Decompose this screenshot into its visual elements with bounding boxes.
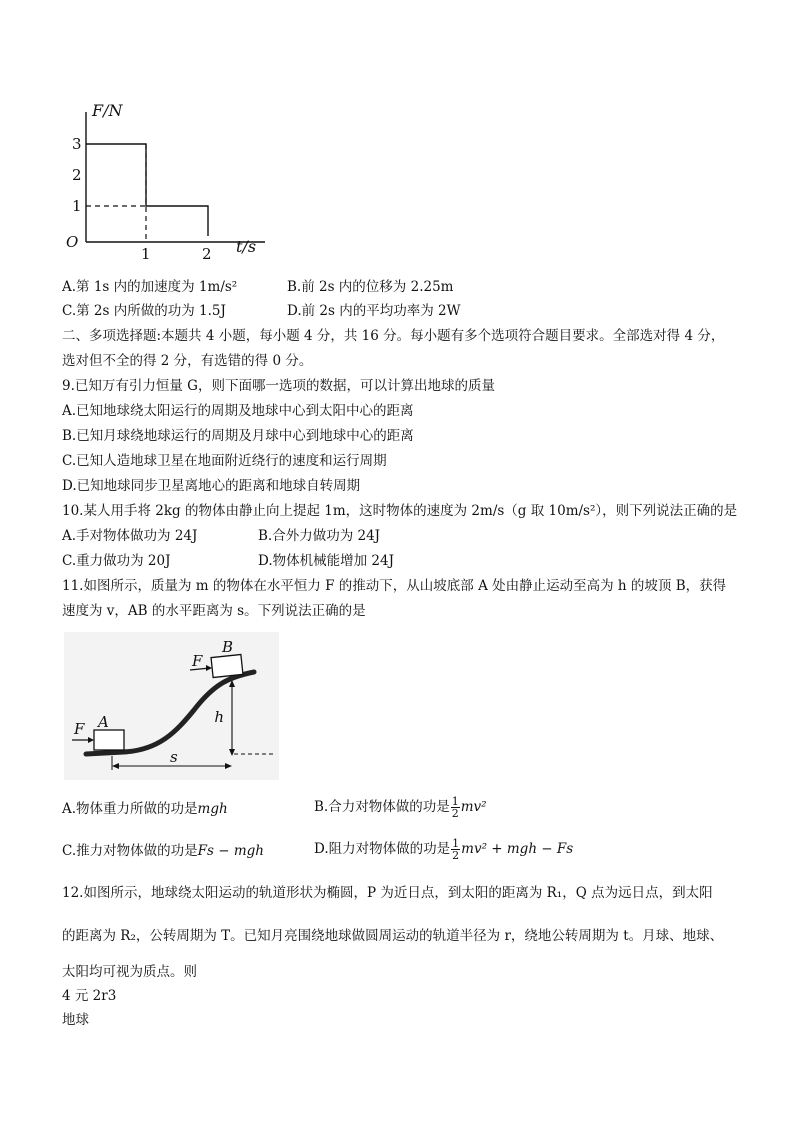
q11-option-d-formula: mv² + mgh − Fs: [461, 840, 574, 857]
y-axis-label: F/N: [92, 101, 123, 120]
q11-option-d-fraction: $\frac{1}{2}$: [452, 837, 460, 862]
q8-option-c: C.第 2s 内所做的功为 1.5J: [62, 303, 226, 319]
section2-instructions-line2: 选对但不全的得 2 分，有选错的得 0 分。: [62, 353, 313, 369]
y-tick-1: 1: [72, 197, 82, 215]
x-tick-1: 1: [141, 245, 151, 263]
q12-line2: 的距离为 R₂，公转周期为 T。已知月亮围绕地球做圆周运动的轨道半径为 r，绕地公转周期为 t。月球、地球、: [62, 928, 724, 944]
q8-option-b: B.前 2s 内的位移为 2.25m: [287, 279, 454, 295]
q11-option-c: C.推力对物体做的功是Fs − mgh: [62, 843, 264, 859]
q10-option-a: A.手对物体做功为 24J: [62, 528, 198, 544]
q11-option-d: D.阻力对物体做的功是 $\frac{1}{2}$ mv² + mgh − Fs: [314, 837, 574, 862]
x-axis-label: t/s: [236, 237, 257, 256]
q10-option-c: C.重力做功为 20J: [62, 553, 171, 569]
q12-line5: 地球: [62, 1012, 89, 1028]
q11-stem-line1: 11.如图所示，质量为 m 的物体在水平恒力 F 的推动下，从山坡底部 A 处由静止运动至高为 h 的坡顶 B，获得: [62, 578, 727, 594]
q8-option-d: D.前 2s 内的平均功率为 2W: [287, 303, 461, 319]
q12-line4: 4 元 2r3: [62, 988, 117, 1004]
q12-line1: 12.如图所示，地球绕太阳运动的轨道形状为椭圆，P 为近日点，到太阳的距离为 R₁，Q 点为远日点，到太阳: [62, 885, 713, 901]
x-tick-2: 2: [202, 245, 212, 263]
q9-option-c: C.已知人造地球卫星在地面附近绕行的速度和运行周期: [62, 453, 387, 469]
q11-option-b-formula: mv²: [460, 798, 487, 815]
q9-stem: 9.已知万有引力恒量 G，则下面哪一选项的数据，可以计算出地球的质量: [62, 378, 495, 394]
q11-option-b-fraction: $\frac{1}{2}$: [451, 795, 459, 820]
q11-stem-line2: 速度为 v，AB 的水平距离为 s。下列说法正确的是: [62, 603, 366, 619]
q9-option-d: D.已知地球同步卫星离地心的距离和地球自转周期: [62, 478, 361, 494]
q12-line3: 太阳均可视为质点。则: [62, 964, 197, 980]
block-b: [211, 654, 243, 677]
label-f-b: F: [192, 652, 203, 670]
label-f-a: F: [74, 720, 85, 738]
q11-option-a-formula: mgh: [197, 801, 228, 817]
q9-option-a: A.已知地球绕太阳运行的周期及地球中心到太阳中心的距离: [62, 403, 414, 419]
force-time-graph: [60, 96, 290, 266]
y-tick-3: 3: [72, 135, 82, 153]
q11-option-a: A.物体重力所做的功是mgh: [62, 801, 228, 817]
block-a: [94, 730, 124, 750]
section2-instructions-line1: 二、多项选择题:本题共 4 小题，每小题 4 分，共 16 分。每小题有多个选项符合题目要求。全部选对得 4 分，: [62, 328, 725, 344]
q10-option-b: B.合外力做功为 24J: [258, 528, 381, 544]
q10-option-d: D.物体机械能增加 24J: [258, 553, 395, 569]
q8-option-a: A.第 1s 内的加速度为 1m/s²: [62, 279, 238, 295]
slope-figure: [64, 632, 279, 780]
y-tick-2: 2: [72, 166, 82, 184]
label-h: h: [214, 708, 224, 726]
q9-option-b: B.已知月球绕地球运行的周期及月球中心到地球中心的距离: [62, 428, 414, 444]
q11-option-b: B.合力对物体做的功是 $\frac{1}{2}$ mv²: [314, 795, 487, 820]
label-a: A: [98, 713, 109, 731]
label-s: s: [170, 748, 178, 766]
label-b: B: [222, 638, 234, 656]
q10-stem: 10.某人用手将 2kg 的物体由静止向上提起 1m，这时物体的速度为 2m/s（g 取 10m/s²），则下列说法正确的是: [62, 503, 738, 519]
force-curve: [86, 144, 208, 236]
q11-option-c-formula: Fs − mgh: [197, 843, 264, 859]
origin-label: O: [66, 233, 79, 251]
